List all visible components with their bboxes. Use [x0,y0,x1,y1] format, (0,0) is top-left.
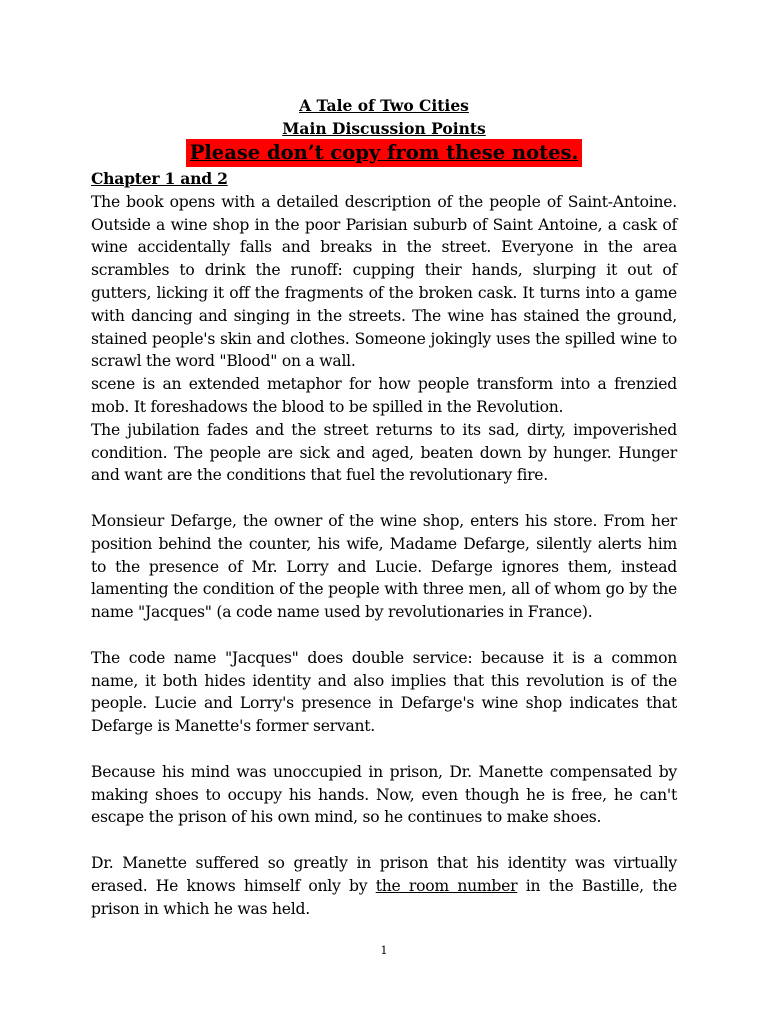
paragraph-jubilation: The jubilation fades and the street returns to its sad, dirty, impoverished condition. The people are sick and aged, beaten down by hunger. Hunger and want are the conditions that fuel the revolutionary fire. [91,420,677,485]
paragraph-identity-start: Dr. Manette suffered so greatly in prison that his identity was virtually erased. He knows himself only by [91,853,677,895]
room-number-underlined: the room number [375,876,518,895]
document-body [91,168,677,920]
copy-warning-banner: Please don’t copy from these notes. [186,139,583,167]
paragraph-shoes: Because his mind was unoccupied in prison, Dr. Manette compensated by making shoes to occupy his hands. Now, even though he is free, he can't escape the prison of his own mind, so he continues to make shoes. [91,762,677,827]
paragraph-wine-cask: The book opens with a detailed description of the people of Saint-Antoine. Outside a wine shop in the poor Parisian suburb of Saint Antoine, a cask of wine accidentally falls and breaks in the street. Everyone in the area scrambles to drink the runoff: cupping their hands, slurping it out of gutters, licking it off the fragments of the broken cask. It turns into a game with dancing and singing in the streets. The wine has stained the ground, stained people's skin and clothes. Someone jokingly uses the spilled wine to scrawl the word "Blood" on a wall. [91,192,677,371]
paragraph-spacer [91,487,677,510]
paragraph-spacer [91,738,677,761]
document-header [0,94,768,167]
paragraph-spacer [91,829,677,852]
document-title: A Tale of Two Cities [299,96,469,115]
page-number: 1 [380,944,388,957]
paragraph-identity [91,852,677,920]
paragraph-jacques: The code name "Jacques" does double service: because it is a common name, it both hides identity and also implies that this revolution is of the people. Lucie and Lorry's presence in Defarge's wine shop indicates that Defarge is Manette's former servant. [91,648,677,736]
document-subtitle: Main Discussion Points [282,119,486,138]
chapter-heading: Chapter 1 and 2 [91,169,228,188]
paragraph-identity-end: in the Bastille, the prison in which he was held. [91,876,677,918]
paragraph-metaphor: scene is an extended metaphor for how people transform into a frenzied mob. It foreshadows the blood to be spilled in the Revolution. [91,375,677,416]
paragraph-defarge: Monsieur Defarge, the owner of the wine shop, enters his store. From her position behind the counter, his wife, Madame Defarge, silently alerts him to the presence of Mr. Lorry and Lucie. Defarge ignores them, instead lamenting the condition of the people with three men, all of whom go by the name "Jacques" (a code name used by revolutionaries in France). [91,511,677,622]
paragraph-spacer [91,624,677,647]
